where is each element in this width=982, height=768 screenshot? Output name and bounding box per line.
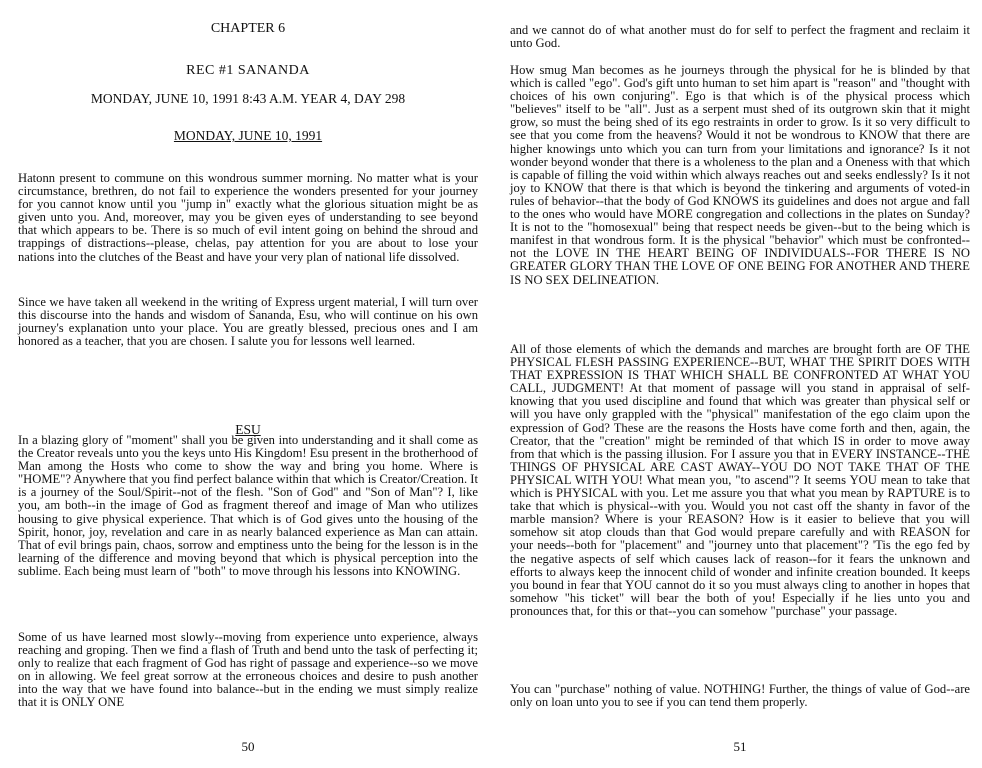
- underlined-date-text: MONDAY, JUNE 10, 1991: [173, 128, 323, 143]
- esu-heading-text: ESU: [235, 422, 261, 437]
- right-page: [510, 0, 970, 768]
- paragraph-continuation: and we cannot do of what another must do for self to perfect the fragment and reclaim it unto God.: [510, 23, 970, 51]
- paragraph-smug-man: How smug Man becomes as he journeys through the physical for he is blinded by that which is called "ego". God's gift unto human to set him apart is "reason" and "thought with choices of his own conjuring". Ego is that which is of the physical process which "believes" itself to be "all". Just as a serpent must shed of its outgrown skin that it might grow, so must the being shed of its ego restraints in order to grow. Is it so very difficult to see that you come from the heavens? Would it not be wondrous to KNOW that there are higher knowings unto which you can turn from your limitations and ignorance? Is it not wonder beyond wonder that there is a wholeness to the plan and a Oneness with that which is capable of filling the void within which always reaches out and seeks endlessly? Is it not joy to KNOW that there is that which is beyond the tinkering and arguments of voted-in rules of behavior--that the body of God KNOWS its guidelines and does not argue and fall to the ones who would have MORE congregation and collections in the plates on Sunday? It is not to the "homosexual" being that respect needs be given--but to the being which is manifest in that wondrous form. It is the physical "behavior" which must be confronted--not the LOVE IN THE HEART BEING OF INDIVIDUALS--FOR THERE IS NO GREATER GLORY THAN THE LOVE OF ONE BEING FOR ANOTHER AND THERE IS NO SEX DELINEATION.: [510, 63, 970, 287]
- paragraph-purchase: You can "purchase" nothing of value. NOTHING! Further, the things of value of God--are only on loan unto you to see if you can tend them properly.: [510, 682, 970, 710]
- underlined-date: [18, 129, 478, 142]
- recording-heading: REC #1 SANANDA: [186, 63, 310, 78]
- chapter-heading: CHAPTER 6: [210, 21, 286, 36]
- paragraph-blazing-glory: In a blazing glory of "moment" shall you be given into understanding and it shall come as the Creator reveals unto you the keys unto His Kingdom! Esu present in the brotherhood of Man among the Hosts who come to show the way and bring you home. Where is "HOME"? Anywhere that you find perfect balance within that which is Creator/Creation. It is a journey of the Soul/Spirit--not of the flesh. "Son of God" and "Son of Man"? I, like you, am both--in the image of God as fragment thereof and image of Man who utilizes housing to give physical experience. That which is of God gives unto the housing of the Spirit, honor, joy, revelation and care in as nearly balanced experience as Man can attain. That of evil brings pain, chaos, sorrow and emptiness unto the being for the lesson is in the learning of the difference and moving beyond that which is physical perception into the sublime. Each being must learn of "both" to move through his lessons into KNOWING.: [18, 433, 478, 578]
- paragraph-physical-flesh: All of those elements of which the demands and marches are brought forth are OF THE PHYSICAL FLESH PASSING EXPERIENCE--BUT, WHAT THE SPIRIT DOES WITH THAT EXPRESSION IS THAT WHICH SHALL BE CONFRONTED AT WHAT YOU CALL, JUDGMENT! At that moment of passage will you stand in appraisal of self-knowing that you used discipline and found that which was greater than physical self or will you have only grappled with the "physical" manifestation of the ego claim upon the expression of God? These are the reasons the Hosts have come forth and then, again, the Creator, that the "creation" might be reminded of that which IS in order to move away from that which is the passing illusion. For I assure you that in EVERY INSTANCE--THE THINGS OF PHYSICAL ARE CAST AWAY--YOU DO NOT TAKE THAT OF THE PHYSICAL WITH YOU! What mean you, "to ascend"? It seems YOU mean to take that which is PHYSICAL with you. Let me assure you that what you mean by RAPTURE is to take that which is physical--with you. Would you not cast off the shanty in favor of the marble mansion? Where is your REASON? How is it easier to believe that you will somehow sit atop clouds than that God would prepare carefully and with REASON for your needs--both for "placement" and "journey unto that placement"? 'Tis the ego fed by the negative aspects of self which causes lack of reason--for it fears the unknown and efforts to always keep the innocent child of wonder and infinite creation bounded. It keeps you bound in fear that YOU cannot do it so you must always cling to another in hopes that somehow "his ticket" will bear the both of you! Especially if he lies unto you and pronounces that, for this or that--you can somehow "purchase" your passage.: [510, 342, 970, 618]
- paragraph-hatonn-intro: Hatonn present to commune on this wondrous summer morning. No matter what is your circumstance, brethren, do not fail to experience the wonders presented for your journey for you cannot know until you "jump in" exactly what the glorious situation might be as given unto you. And, moreover, may you be given eyes of understanding to see beyond that which appears to be. There is so much of evil intent going on behind the shroud and trappings of distractions--please, chelas, pay attention for you are about to lose your nations into the clutches of the Beast and have your very plan of national life dissolved.: [18, 171, 478, 264]
- left-page: [18, 0, 478, 768]
- paragraph-learned-slowly: Some of us have learned most slowly--moving from experience unto experience, always reaching and groping. Then we find a flash of Truth and bend unto the task of perfecting it; only to realize that each fragment of God has right of passage and experience--so we move on in allowing. We feel great sorrow at the erroneous choices and desire to push another into the way that we have found into balance--but in the ending we must simply realize that it is ONLY ONE: [18, 630, 478, 710]
- dateline: MONDAY, JUNE 10, 1991 8:43 A.M. YEAR 4, DAY 298: [90, 91, 406, 106]
- page-number-left: 50: [241, 739, 255, 754]
- page-number-right: 51: [733, 739, 747, 754]
- paragraph-handover: Since we have taken all weekend in the writing of Express urgent material, I will turn over this discourse into the hands and wisdom of Sananda, Esu, who will continue on his own journey's explanation unto your place. You are greatly blessed, precious ones and I am honored as a teacher, that you are chosen. I salute you for lessons well learned.: [18, 295, 478, 349]
